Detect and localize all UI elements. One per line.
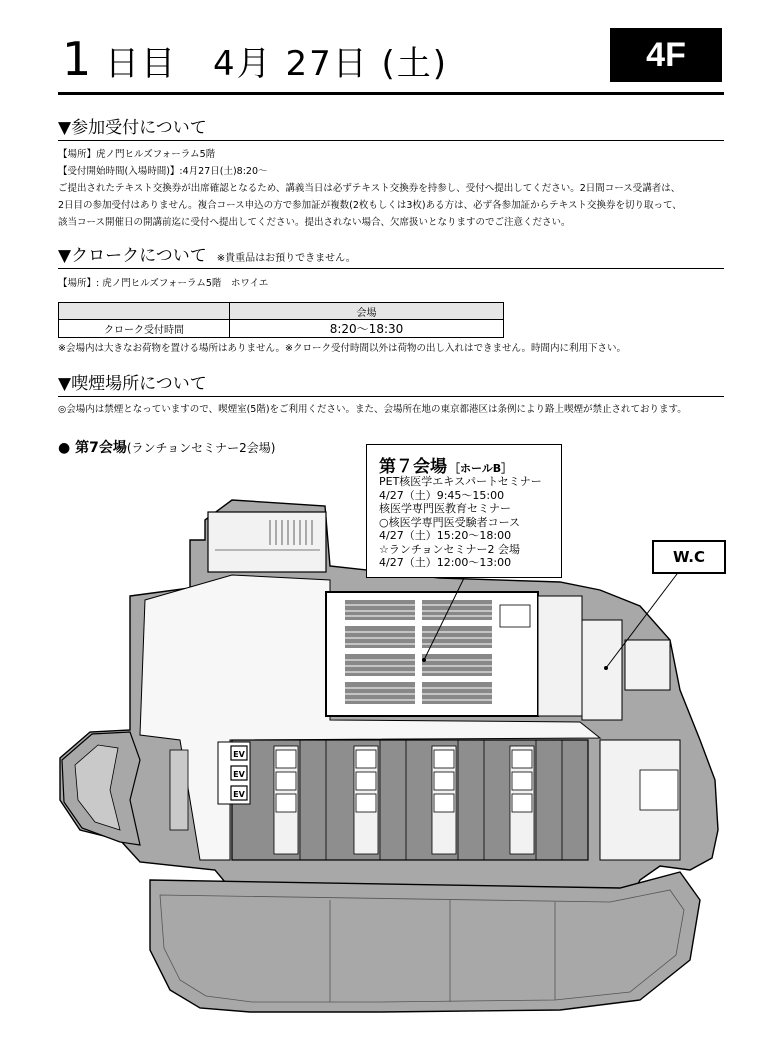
lower-hall (150, 872, 700, 1012)
registration-line-1: ご提出されたテキスト交換券が出席確認となるため、講義当日は必ずテキスト交換券を持参し、受付へ提出してください。2日間コース受講者は、 (58, 183, 681, 194)
callout-title-text: 第７会場 (379, 457, 447, 477)
smoking-title: ▼喫煙場所について (58, 374, 207, 394)
callout-lines (379, 475, 542, 570)
registration-line-3: 該当コース開催日の開講前迄に受付へ提出してください。提出されない場合、欠席扱いとなりますのでご注意ください。 (58, 217, 571, 228)
floor-badge: 4F (610, 28, 722, 82)
callout-line: ☆ランチョンセミナー2 会場 (379, 542, 521, 556)
callout-line: 4/27（土）9:45～15:00 (379, 488, 505, 502)
callout-line: 4/27（土）15:20～18:00 (379, 529, 512, 542)
cloak-table-header: 会場 (230, 303, 504, 320)
registration-title: ▼参加受付について (58, 118, 207, 138)
wc-label: W.C (652, 540, 726, 574)
callout-line: 4/27（土）12:00～13:00 (379, 556, 512, 569)
registration-line-2: 2日目の参加受付はありません。複合コース申込の方で参加証が複数(2枚もしくは3枚)ある方は、必ず各参加証からテキスト交換券を切り取って、 (58, 200, 682, 211)
hall-callout (366, 444, 562, 578)
cloak-title: ▼クロークについて (58, 246, 207, 266)
day-number: 1 (62, 32, 93, 86)
callout-line: PET核医学エキスパートセミナー (379, 475, 542, 488)
ev-label-2: EV (233, 770, 245, 779)
cloak-table-row-value: 8:20～18:30 (230, 320, 504, 338)
date-heading: 日目 4月 27日 (土) (105, 44, 449, 84)
registration-time: 【受付開始時間(入場時間)】:4月27日(土)8:20～ (58, 166, 268, 177)
wc-room (582, 620, 622, 720)
cloak-table-row-label: クローク受付時間 (59, 320, 230, 338)
registration-place: 【場所】虎ノ門ヒルズフォーラム5階 (58, 149, 216, 160)
callout-title (379, 452, 512, 477)
stair-block (208, 512, 326, 572)
cloak-footnote: ※会場内は大きなお荷物を置ける場所はありません。※クローク受付時間以外は荷物の出し入れはできません。時間内に利用下さい。 (58, 343, 627, 354)
callout-hall: ［ホールB］ (449, 462, 513, 475)
cloak-note: ※貴重品はお預りできません。 (216, 253, 356, 264)
escalator (170, 750, 188, 830)
ev-label-1: EV (233, 750, 245, 759)
callout-line: ○核医学専門医受験者コース (379, 515, 521, 529)
ev-label-3: EV (233, 790, 245, 799)
smoking-body: ◎会場内は禁煙となっていますので、喫煙室(5階)をご利用ください。また、会場所在地の東京都港区は条例により路上喫煙が禁止されております。 (58, 404, 687, 415)
venue-title-text: ● 第7会場 (58, 440, 127, 456)
callout-line: 核医学専門医教育セミナー (379, 502, 511, 515)
venue-subtitle: (ランチョンセミナー2会場) (126, 441, 276, 455)
cloak-place: 【場所】: 虎ノ門ヒルズフォーラム5階 ホワイエ (58, 278, 269, 289)
